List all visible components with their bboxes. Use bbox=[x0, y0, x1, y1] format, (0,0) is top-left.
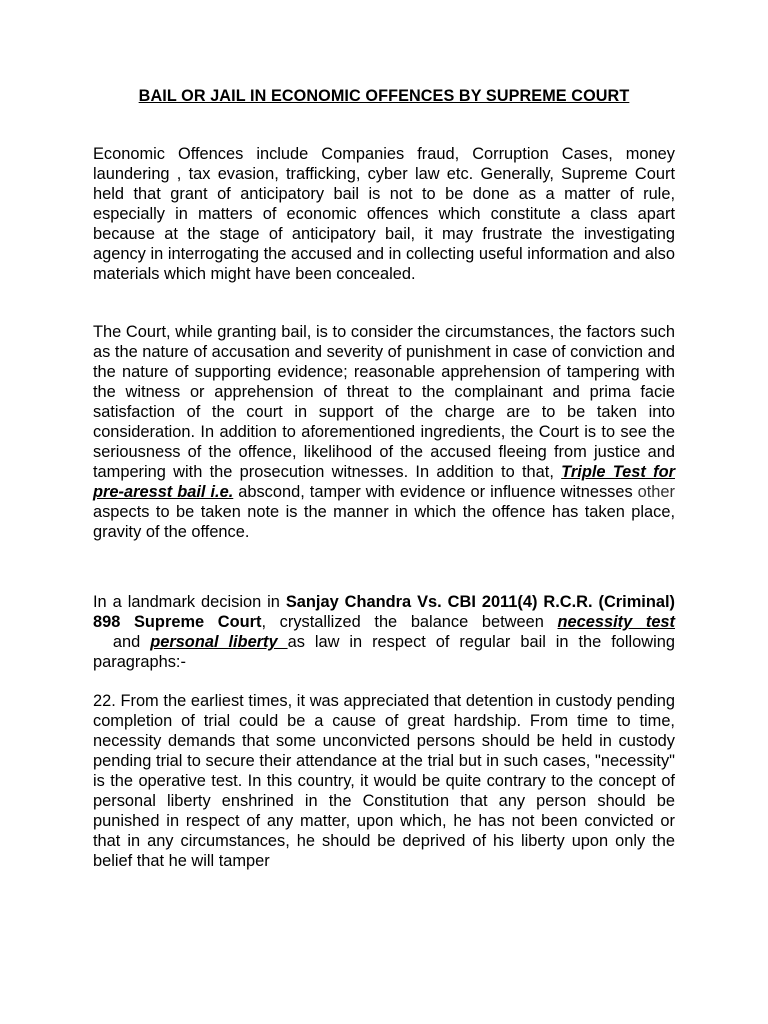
word-other: other bbox=[637, 483, 675, 501]
case-citation: Sanjay Chandra Vs. CBI 2011(4) R.C.R. (Criminal) 898 Supreme Court bbox=[93, 593, 675, 631]
paragraph-landmark-decision bbox=[93, 592, 675, 672]
bail-considerations-text: The Court, while granting bail, is to consider the circumstances, the factors such as the nature of accusation and severity of punishment in case of conviction and the nature of supporting evidence; reasonable apprehension of tampering with the witness or apprehension of threat to the complainant and prima facie satisfaction of the court in support of the charge are to be taken into consideration. In addition to aforementioned ingredients, the Court is to see the seriousness of the offence, likelihood of the accused fleeing from justice and tampering with the prosecution witnesses. In addition to that, bbox=[93, 323, 675, 481]
personal-liberty-term: personal liberty bbox=[150, 633, 288, 651]
landmark-mid-1: , crystallized the balance between bbox=[261, 613, 558, 631]
paragraph-economic-offences: Economic Offences include Companies fraud, Corruption Cases, money laundering , tax evasion, trafficking, cyber law etc. Generally, Supreme Court held that grant of anticipatory bail is not to be done as a matter of rule, especially in matters of economic offences which constitute a class apart because at the stage of anticipatory bail, it may frustrate the investigating agency in interrogating the accused and in collecting useful information and also materials which might have been concealed. bbox=[93, 145, 675, 283]
landmark-end: as law in respect of regular bail in the following paragraphs:- bbox=[93, 633, 675, 671]
triple-test-emphasis: Triple Test for pre-aresst bail i.e. bbox=[93, 463, 675, 501]
document-title: BAIL OR JAIL IN ECONOMIC OFFENCES BY SUPREME COURT bbox=[138, 87, 630, 105]
landmark-mid-2: and bbox=[93, 633, 151, 651]
paragraph-bail-considerations bbox=[93, 322, 675, 542]
bail-considerations-tail: aspects to be taken note is the manner in which the offence has taken place, gravity of the offence. bbox=[93, 503, 675, 541]
landmark-intro: In a landmark decision in bbox=[93, 593, 286, 611]
necessity-test-term: necessity test bbox=[557, 613, 676, 631]
document-page bbox=[93, 86, 675, 871]
paragraph-22: 22. From the earliest times, it was appreciated that detention in custody pending completion of trial could be a cause of great hardship. From time to time, necessity demands that some unconvicted persons should be held in custody pending trial to secure their attendance at the trial but in such cases, "necessity" is the operative test. In this country, it would be quite contrary to the concept of personal liberty enshrined in the Constitution that any person should be punished in respect of any matter, upon which, he has not been convicted or that in any circumstances, he should be deprived of his liberty upon only the belief that he will tamper bbox=[93, 692, 675, 870]
triple-test-text: abscond, tamper with evidence or influence witnesses bbox=[233, 483, 638, 501]
